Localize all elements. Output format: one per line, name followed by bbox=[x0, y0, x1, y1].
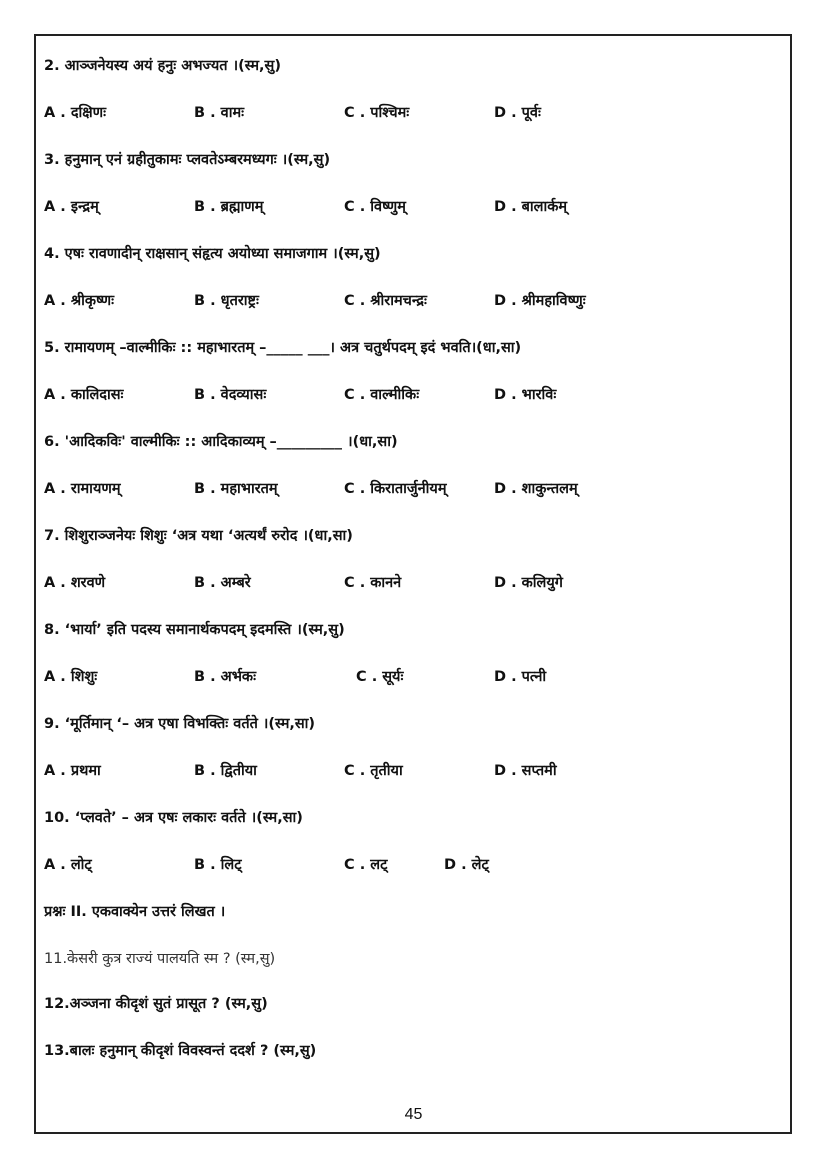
q9-option-a: A . प्रथमा bbox=[44, 763, 101, 779]
q8-option-a: A . शिशुः bbox=[44, 669, 98, 685]
page-border bbox=[34, 34, 792, 1134]
q5-option-c: C . वाल्मीकिः bbox=[344, 387, 420, 403]
question-10: 10. ‘प्लवते’ – अत्र एषः लकारः वर्तते ।(स्म,सा) bbox=[44, 810, 303, 826]
q4-option-c: C . श्रीरामचन्द्रः bbox=[344, 293, 427, 309]
page-number: 45 bbox=[404, 1106, 423, 1123]
q5-option-b: B . वेदव्यासः bbox=[194, 387, 267, 403]
q4-option-b: B . धृतराष्ट्रः bbox=[194, 293, 259, 309]
q5-option-d: D . भारविः bbox=[494, 387, 557, 403]
question-9: 9. ‘मूर्तिमान् ‘– अत्र एषा विभक्तिः वर्तते ।(स्म,सा) bbox=[44, 716, 316, 732]
q9-option-c: C . तृतीया bbox=[344, 763, 403, 779]
q8-option-b: B . अर्भकः bbox=[194, 669, 256, 685]
q7-option-c: C . कानने bbox=[344, 575, 402, 591]
q5-option-a: A . कालिदासः bbox=[44, 387, 124, 403]
question-3: 3. हनुमान् एनं ग्रहीतुकामः प्लवतेऽम्बरमध्यगः ।(स्म,सु) bbox=[44, 152, 331, 168]
short-question-13: 13.बालः हनुमान् कीदृशं विवस्वन्तं ददर्श ? (स्म,सु) bbox=[44, 1043, 317, 1059]
q9-option-d: D . सप्तमी bbox=[494, 763, 557, 779]
q7-option-a: A . शरवणे bbox=[44, 575, 106, 591]
q10-option-a: A . लोट् bbox=[44, 857, 92, 873]
q9-option-b: B . द्वितीया bbox=[194, 763, 257, 779]
q2-option-a: A . दक्षिणः bbox=[44, 105, 107, 121]
question-6: 6. 'आदिकविः' वाल्मीकिः :: आदिकाव्यम् –_________ ।(धा,सा) bbox=[44, 434, 398, 450]
q2-option-b: B . वामः bbox=[194, 105, 245, 121]
q10-option-c: C . लट् bbox=[344, 857, 388, 873]
q6-option-b: B . महाभारतम् bbox=[194, 481, 278, 497]
q3-option-c: C . विष्णुम् bbox=[344, 199, 406, 215]
q4-option-d: D . श्रीमहाविष्णुः bbox=[494, 293, 586, 309]
q6-option-c: C . किरातार्जुनीयम् bbox=[344, 481, 447, 497]
q4-option-a: A . श्रीकृष्णः bbox=[44, 293, 115, 309]
q8-option-c: C . सूर्यः bbox=[356, 669, 404, 685]
section-heading: प्रश्नः II. एकवाक्येन उत्तरं लिखत । bbox=[44, 904, 226, 920]
q10-option-b: B . लिट् bbox=[194, 857, 242, 873]
question-8: 8. ‘भार्या’ इति पदस्य समानार्थकपदम् इदमस्ति ।(स्म,सु) bbox=[44, 622, 345, 638]
q6-option-a: A . रामायणम् bbox=[44, 481, 121, 497]
question-2: 2. आञ्जनेयस्य अयं हनुः अभज्यत ।(स्म,सु) bbox=[44, 58, 281, 74]
question-5: 5. रामायणम् –वाल्मीकिः :: महाभारतम् –_____ ___। अत्र चतुर्थपदम् इदं भवति।(धा,सा) bbox=[44, 340, 522, 356]
q2-option-c: C . पश्चिमः bbox=[344, 105, 410, 121]
short-question-11: 11.केसरी कुत्र राज्यं पालयति स्म ? (स्म,सु) bbox=[44, 951, 276, 967]
q2-option-d: D . पूर्वः bbox=[494, 105, 541, 121]
q7-option-d: D . कलियुगे bbox=[494, 575, 563, 591]
question-4: 4. एषः रावणादीन् राक्षसान् संहृत्य अयोध्या समाजगाम ।(स्म,सु) bbox=[44, 246, 381, 262]
short-question-12: 12.अञ्जना कीदृशं सुतं प्रासूत ? (स्म,सु) bbox=[44, 996, 268, 1012]
q3-option-a: A . इन्द्रम् bbox=[44, 199, 99, 215]
q8-option-d: D . पत्नी bbox=[494, 669, 547, 685]
q3-option-d: D . बालार्कम् bbox=[494, 199, 568, 215]
q6-option-d: D . शाकुन्तलम् bbox=[494, 481, 578, 497]
question-7: 7. शिशुराञ्जनेयः शिशुः ‘अत्र यथा ‘अत्यर्थं रुरोद ।(धा,सा) bbox=[44, 528, 353, 544]
q3-option-b: B . ब्रह्माणम् bbox=[194, 199, 264, 215]
q10-option-d: D . लेट् bbox=[444, 857, 489, 873]
q7-option-b: B . अम्बरे bbox=[194, 575, 251, 591]
